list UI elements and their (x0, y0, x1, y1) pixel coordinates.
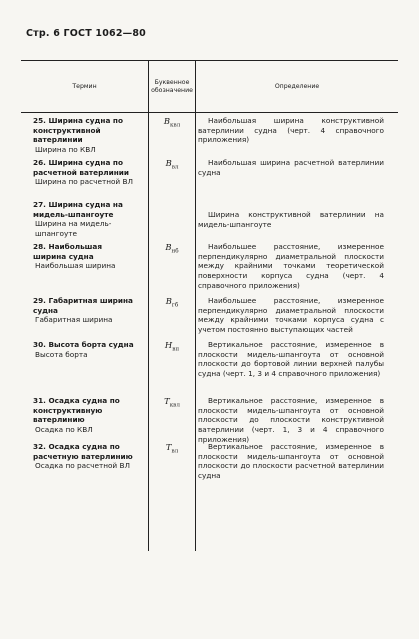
symbol-subscript: гб (171, 302, 179, 309)
symbol-cell (149, 340, 195, 353)
definition-cell: Наибольшее расстояние, измеренное перпендикулярно диаметральной плоскости между крайними точками корпуса судна с учетом постоянно выступающих частей (198, 296, 384, 334)
symbol-letter: B (165, 158, 172, 168)
symbol-letter: B (165, 296, 172, 306)
symbol-letter: H (164, 340, 173, 350)
term-synonym: Ширина на мидель-шпангоуте (35, 219, 112, 238)
term-name: 29. Габаритная ширина судна (33, 296, 133, 315)
symbol-letter: B (165, 242, 172, 252)
definition-cell: Наибольшее расстояние, измеренное перпендикулярно диаметральной плоскости между крайними точками теоретической поверхности корпуса судна (черт. 4 справочного приложения) (198, 242, 384, 290)
term-name: 31. Осадка судна по конструктивную ватерлинию (33, 396, 120, 425)
terms-table (21, 60, 398, 480)
symbol-letter: T (164, 396, 170, 406)
term-cell (33, 242, 135, 271)
definition-cell: Ширина конструктивной ватерлинии на мидель-шпангоуте (198, 210, 384, 229)
term-synonym: Наибольшая ширина (35, 261, 116, 271)
term-name: 25. Ширина судна по конструктивной ватерлинии (33, 116, 123, 145)
symbol-cell (149, 116, 195, 129)
column-divider (195, 111, 196, 551)
column-header-term: Термин (72, 82, 97, 90)
term-synonym: Ширина по расчетной ВЛ (35, 177, 133, 187)
table-header (21, 60, 398, 113)
term-cell (33, 200, 135, 239)
symbol-letter: T (165, 442, 172, 452)
term-name: 26. Ширина судна по расчетной ватерлинии (33, 158, 130, 177)
definition-cell: Наибольшая ширина конструктивной ватерлинии судна (черт. 4 справочного приложения) (198, 116, 384, 145)
term-name: 30. Высота борта судна (33, 340, 134, 349)
symbol-cell (149, 396, 195, 409)
term-cell (33, 442, 135, 471)
term-synonym: Осадка по КВЛ (35, 424, 93, 434)
term-cell (33, 116, 135, 155)
symbol-subscript: нб (171, 248, 179, 255)
symbol-subscript: квл (169, 122, 181, 129)
symbol-subscript: вл (171, 448, 179, 455)
term-cell (33, 296, 135, 325)
symbol-cell (149, 242, 195, 255)
column-header-symbol: Буквенное обозначение (151, 79, 193, 94)
term-synonym: Высота борта (35, 349, 88, 359)
term-cell (33, 158, 135, 187)
definition-cell: Вертикальное расстояние, измеренное в плоскости мидель-шпангоута от основной плоскости до плоскости конструктивной ватерлинии (черт. 1, 3 и 4 справочного приложения) (198, 396, 384, 444)
definition-cell: Наибольшая ширина расчетной ватерлинии судна (198, 158, 384, 177)
symbol-cell (149, 296, 195, 309)
column-header-definition: Определение (274, 82, 320, 90)
definition-cell: Вертикальное расстояние, измеренное в плоскости мидель-шпангоута от основной плоскости до бортовой линии верхней палубы судна (черт. 1, 3 и 4 справочного приложения) (198, 340, 384, 378)
term-cell (33, 396, 135, 435)
term-synonym: Осадка по расчетной ВЛ (35, 461, 130, 471)
symbol-subscript: квл (169, 402, 180, 409)
term-name: 27. Ширина судна на мидель-шпангоуте (33, 200, 123, 219)
term-name: 32. Осадка судна по расчетную ватерлинию (33, 442, 133, 461)
term-name: 28. Наибольшая ширина судна (33, 242, 103, 261)
symbol-cell (149, 442, 195, 455)
symbol-cell (149, 158, 195, 171)
symbol-subscript: вл (171, 164, 179, 171)
symbol-letter: B (163, 116, 170, 126)
term-cell (33, 340, 135, 359)
term-synonym: Ширина по КВЛ (35, 144, 96, 154)
symbol-subscript: вп (172, 346, 180, 353)
definition-cell: Вертикальное расстояние, измеренное в плоскости мидель-шпангоута от основной плоскости до плоскости расчетной ватерлинии судна (198, 442, 384, 480)
page-header: Стр. 6 ГОСТ 1062—80 (26, 28, 146, 39)
column-divider (148, 111, 149, 551)
term-synonym: Габаритная ширина (35, 315, 113, 325)
